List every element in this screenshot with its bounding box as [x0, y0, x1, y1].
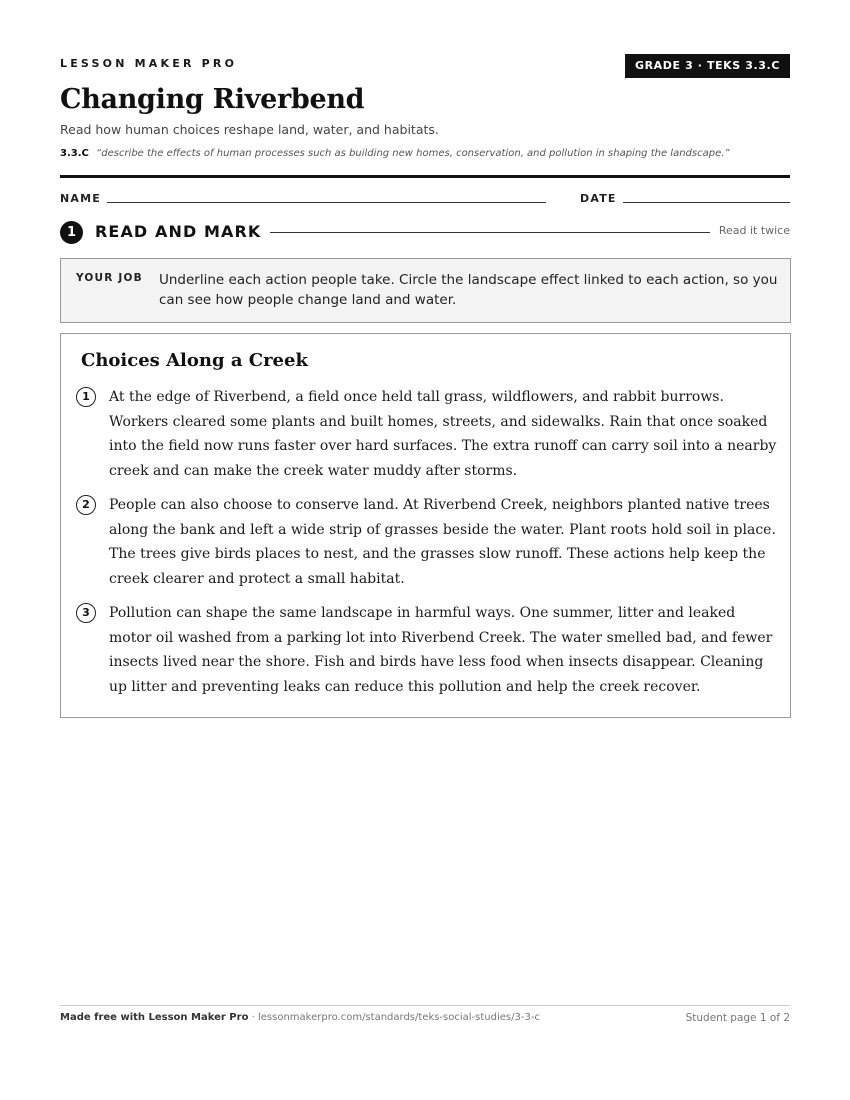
paragraph-text: Pollution can shape the same landscape in harmful ways. One summer, litter and leaked motor oil washed from a parking lot into Riverbend Creek. The water smelled bad, and fewer insects lived near the shore. Fish and birds have less food when insects disappear. Cleaning up litter and preventing leaks can reduce this pollution and help the creek recover.	[109, 605, 773, 695]
footer-divider	[60, 1005, 790, 1006]
name-label: NAME	[60, 192, 101, 205]
paragraph-number: 3	[76, 603, 96, 623]
section-number-badge: 1	[60, 221, 83, 244]
paragraph-text: People can also choose to conserve land. At Riverbend Creek, neighbors planted native trees along the bank and left a wide strip of grasses beside the water. Plant roots hold soil in place. The trees give birds places to nest, and the grasses slow runoff. These actions help keep the creek clearer and protect a small habitat.	[109, 497, 776, 587]
brand-name: LESSON MAKER PRO	[60, 57, 238, 70]
footer-page-number: Student page 1 of 2	[685, 1012, 790, 1024]
reading-title: Choices Along a Creek	[81, 350, 308, 371]
your-job-box	[60, 258, 791, 323]
paragraph-text: At the edge of Riverbend, a field once held tall grass, wildflowers, and rabbit burrows. Workers cleared some plants and built homes, streets, and sidewalks. Rain that once soaked into the field now runs faster over hard surfaces. The extra runoff can carry soil into a nearby creek and can make the creek water muddy after storms.	[109, 389, 777, 479]
standard-line	[60, 148, 800, 159]
your-job-text: Underline each action people take. Circle the landscape effect linked to each action, so you can see how people change land and water.	[159, 272, 778, 308]
section-note: Read it twice	[718, 224, 790, 237]
name-date-row	[60, 191, 790, 207]
footer-made-with: Made free with Lesson Maker Pro	[60, 1012, 249, 1023]
section-header	[60, 221, 790, 243]
standard-code: 3.3.C	[60, 148, 89, 159]
worksheet-title: Changing Riverbend	[60, 84, 365, 115]
reading-passage	[60, 333, 791, 718]
paragraph-number: 2	[76, 495, 96, 515]
date-label: DATE	[580, 192, 617, 205]
name-field[interactable]	[107, 202, 546, 203]
footer-credit	[60, 1012, 540, 1023]
section-title: READ AND MARK	[95, 222, 262, 241]
date-field[interactable]	[623, 202, 790, 203]
header-divider	[60, 175, 790, 178]
standard-text: “describe the effects of human processes such as building new homes, conservation, and pollution in shaping the landscape.”	[96, 148, 730, 159]
footer-url[interactable]: · lessonmakerpro.com/standards/teks-social-studies/3-3-c	[248, 1012, 540, 1023]
grade-badge: GRADE 3 · TEKS 3.3.C	[625, 54, 790, 78]
section-divider	[270, 232, 710, 233]
your-job-label: YOUR JOB	[76, 272, 143, 284]
paragraph-number: 1	[76, 387, 96, 407]
worksheet-subtitle: Read how human choices reshape land, water, and habitats.	[60, 122, 439, 137]
